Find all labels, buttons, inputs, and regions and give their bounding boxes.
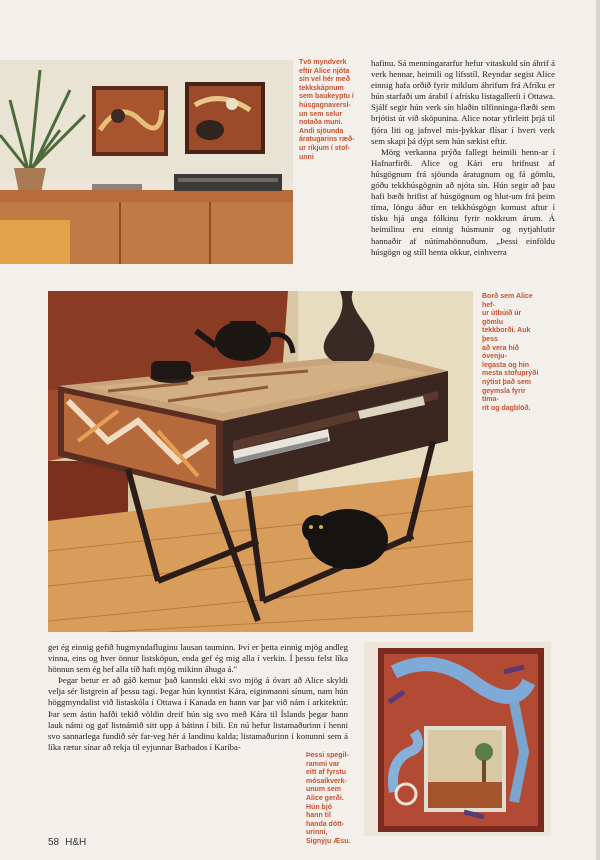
caption-line: Tvö myndverk — [299, 59, 347, 66]
caption-line: áratugarins ræð- — [299, 136, 355, 144]
page-number: 58 — [48, 837, 60, 848]
caption-top — [299, 59, 359, 162]
caption-line: sem baukeyptu í — [299, 93, 354, 101]
caption-line: mósaíkverk- — [306, 777, 347, 785]
caption-line: handa dótt- — [306, 820, 345, 828]
article-paragraph: Þegar betur er að gáð kemur það kannski ekki svo mjög á óvart að Alice skyldi velja sér listgrein af þessu tagi. Þegar hún kynntist Kára, eiginmanni sínum, nam hún höggmyndalist við listaskóla í Ottawa í Kanada en hann var þar við nám í arkitektúr. Þar sem ástin hafði tekið völdin dreif hún sig svo með Kára til Íslands þegar hann lauk námi og gaf listnámið sitt upp á bátinn í bili. En nú hefur listamaðurinn í henni svo sannarlega fundið sér far-veg hér á landinu kalda; listamaðurinn í konunni sem á líka rætur sínar að rekja til eyjunnar Barbados í Karíba- — [48, 675, 348, 752]
caption-line: ur útbúið úr gömlu — [482, 310, 522, 326]
article-column-top — [371, 58, 555, 258]
article-paragraph: Mörg verkanna prýða fallegt heimili henn-ar í Hafnarfirði. Alice og Kári eru hrifnust af húsgögnum frá sjöunda áratugnum og fá gömlu, góðu tekkhúsgögnin að njóta sín. Hún segir að þau hafi bæði hrifist af húsgögnum og hlut-um frá þeim tíma, löngu áður en tekkhúsgögn komust aftur í tísku hjá unga fólkinu fyrir nokkrum árum. Á heimilinu eru einnig húsmunir og nytjahlutir hannaðir af nútímahönnuðum. „Þessi einföldu húsgögn og stíll henta okkur, einhverra — [371, 146, 555, 257]
caption-line: eitt af fyrstu — [306, 769, 347, 777]
caption-line: Borð sem Alice hef- — [482, 293, 533, 309]
caption-line: nýtist það sem — [482, 378, 532, 386]
caption-line: húsgagnaversl- — [299, 101, 351, 109]
magazine-name: H&H — [65, 837, 87, 848]
caption-line: rit og dagblöð. — [482, 404, 531, 412]
caption-line: tekkborði. Auk þess — [482, 327, 531, 343]
caption-line: sín vel hér með — [299, 76, 350, 84]
caption-line: mesta stofuprýði — [482, 370, 539, 378]
caption-line: Alice gerði. — [306, 794, 344, 802]
caption-mirror — [306, 752, 360, 847]
article-paragraph: get ég einnig gefið hugmyndafluginu lausan tauminn. Því er þetta einnig mjög andleg vinna, eins og hver önnur listsköpun, enda gef ég mig alla í verkin. Í þessu felst líka hönnun sem ég hef alla tíð haft mjög mikinn áhuga á." — [48, 642, 348, 675]
caption-line: Hún bjó — [306, 803, 333, 811]
mosaic-table-photo — [48, 291, 473, 632]
page-footer — [48, 837, 92, 848]
mosaic-mirror-photo — [364, 642, 551, 836]
caption-line: geymsla fyrir tíma- — [482, 387, 526, 404]
caption-line: unni — [299, 153, 314, 161]
caption-line: Signýju Æsu. — [306, 837, 351, 845]
caption-line: notaða muni. — [299, 119, 343, 127]
caption-line: að vera hið óvenju- — [482, 344, 519, 361]
caption-line: hann til — [306, 812, 331, 820]
caption-line: un sem selur — [299, 110, 343, 118]
caption-line: ur ríkjum í stof- — [299, 144, 350, 152]
caption-line: legasta og hin — [482, 361, 530, 369]
page-edge — [596, 0, 600, 860]
caption-line: Þessi spegil- — [306, 752, 349, 759]
caption-line: unum sem — [306, 786, 342, 794]
article-column-bottom — [48, 642, 348, 753]
caption-line: Andi sjöunda — [299, 127, 344, 135]
caption-line: eftir Alice njóta — [299, 67, 350, 75]
article-paragraph: hafinu. Sá menningararfur hefur vitaskuld sín áhrif á verk hennar, heimili og lífsstíl. Reyndar segist Alice einnig hafa orðið fyrir miklum áhrifum frá Afríku er hún starfaði um árabil í afrísku listagalleríi í Ottawa. Sjálf segir hún verk sín hlaðin tilfinninga-flæði sem brjótist út við sköpunina. Alice notar yfirleitt þrjá til fjóra liti og jafnvel mis-þykkar flísar í hvert verk sem skapi þá dýpt sem hún sækist eftir. — [371, 58, 555, 146]
caption-line: tekkskápnum — [299, 84, 344, 92]
caption-line: rammi var — [306, 760, 340, 768]
caption-table — [482, 293, 542, 413]
caption-line: urinni, — [306, 829, 328, 837]
living-room-photo — [0, 60, 293, 264]
